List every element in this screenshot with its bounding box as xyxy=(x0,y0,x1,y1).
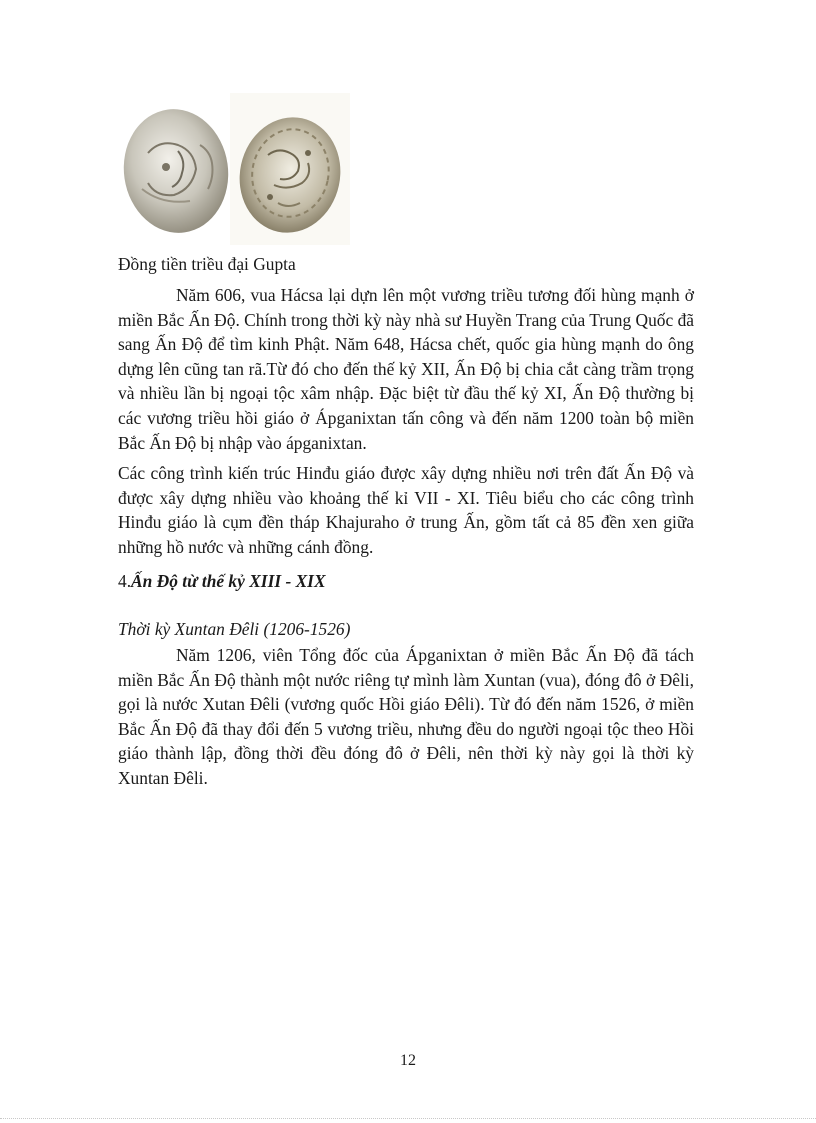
gupta-coins-image xyxy=(118,93,350,245)
page-number: 12 xyxy=(400,1052,416,1069)
paragraph-hacsa-dynasty: Năm 606, vua Hácsa lại dựn lên một vương triều tương đối hùng mạnh ở miền Bắc Ấn Độ. Chính trong thời kỳ này nhà sư Huyền Trang của Trung Quốc đã sang Ấn Độ để tìm kinh Phật. Năm 648, Hácsa chết, quốc gia hùng mạnh do ông dựng lên cũng tan rã.Từ đó cho đến thế kỷ XII, Ấn Độ bị chia cắt càng trầm trọng và nhiều lần bị ngoại tộc xâm nhập. Đặc biệt từ đầu thế kỷ XI, Ấn Độ thường bị các vương triều hồi giáo ở Ápganixtan tấn công và đến năm 1200 toàn bộ miền Bắc Ấn Độ bị nhập vào ápganixtan. xyxy=(118,285,694,453)
page-bottom-rule xyxy=(0,1118,816,1119)
paragraph-delhi-sultanate: Năm 1206, viên Tổng đốc của Ápganixtan ở miền Bắc Ấn Độ đã tách miền Bắc Ấn Độ thành một nước riêng tự mình làm Xuntan (vua), đóng đô ở Đêli, gọi là nước Xutan Đêli (vương quốc Hồi giáo Đêli). Từ đó đến năm 1526, ở miền Bắc Ấn Độ đã thay đổi đến 5 vương triều, nhưng đều do người ngoại tộc theo Hồi giáo thành lập, đồng thời đều đóng đô ở Đêli, nên thời kỳ này gọi là thời kỳ Xuntan Đêli. xyxy=(118,645,694,788)
section-title: Ấn Độ từ thế kỷ XIII - XIX xyxy=(131,571,326,591)
section-heading xyxy=(118,569,326,593)
section-number: 4. xyxy=(118,571,132,591)
paragraph-hindu-architecture: Các công trình kiến trúc Hinđu giáo được xây dựng nhiều nơi trên đất Ấn Độ và được xây dựng nhiều vào khoảng thế kỉ VII - XI. Tiêu biểu cho các công trình Hinđu giáo là cụm đền tháp Khajuraho ở trung Ấn, gồm tất cả 85 đền xen giữa những hồ nước và những cánh đồng. xyxy=(118,463,694,557)
figure-caption: Đồng tiền triều đại Gupta xyxy=(118,254,296,274)
subsection-heading: Thời kỳ Xuntan Đêli (1206-1526) xyxy=(118,619,351,639)
